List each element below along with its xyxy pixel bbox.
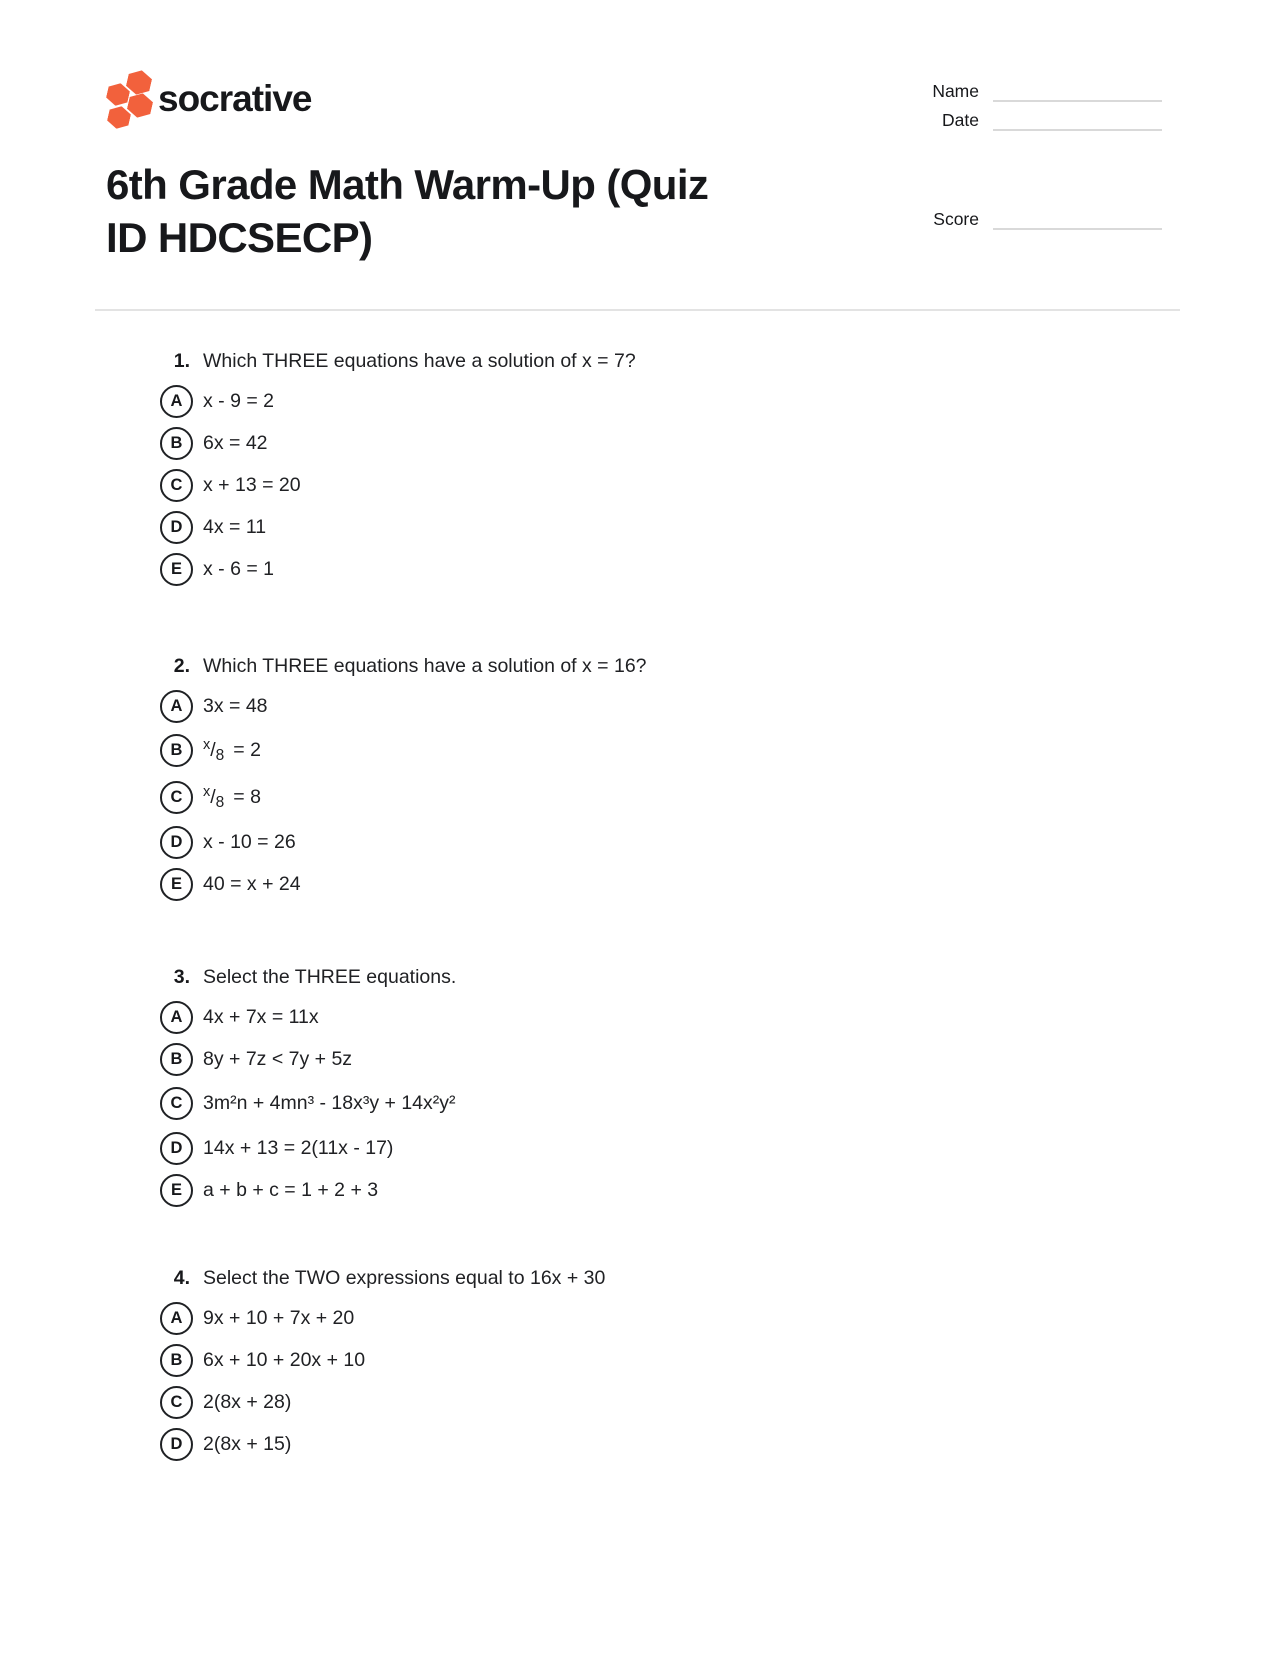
option-letter-badge: C [160, 1386, 193, 1419]
option-letter-badge: C [160, 1087, 193, 1120]
option-letter-badge: A [160, 1001, 193, 1034]
question-number: 2. [173, 655, 190, 677]
option-text: a + b + c = 1 + 2 + 3 [203, 1178, 379, 1201]
name-blank-line [993, 79, 1162, 102]
option-text: 3m²n + 4mn³ - 18x³y + 14x²y² [203, 1092, 456, 1114]
option-text: x - 10 = 26 [203, 830, 296, 853]
option-text: 4x = 11 [203, 515, 267, 538]
option-text: 6x + 10 + 20x + 10 [203, 1348, 366, 1371]
question-header [0, 652, 1275, 680]
option-text: x + 13 = 20 [203, 473, 301, 496]
option-row [0, 1127, 1275, 1169]
logo-wordmark: socrative [158, 78, 312, 119]
option-letter-badge: A [160, 385, 193, 418]
question-header [0, 347, 1275, 375]
option-letter-badge: E [160, 553, 193, 586]
question-header [0, 1264, 1275, 1292]
option-text: 14x + 13 = 2(11x - 17) [203, 1136, 394, 1159]
option-text: 8y + 7z < 7y + 5z [203, 1047, 353, 1070]
option-text: 4x + 7x = 11x [203, 1005, 319, 1028]
option-row [0, 464, 1275, 506]
fraction-slash: / [210, 738, 216, 761]
question-text: Select the TWO expressions equal to 16x + 30 [203, 1267, 606, 1289]
option-text: x - 9 = 2 [203, 389, 274, 412]
header-divider [95, 309, 1180, 311]
page-title-line2: ID HDCSECP) [106, 214, 373, 261]
option-letter-badge: B [160, 734, 193, 767]
score-label: Score [933, 209, 979, 229]
option-letter-badge: D [160, 511, 193, 544]
option-row [0, 548, 1275, 590]
score-blank-line [993, 207, 1162, 230]
question-header [0, 963, 1275, 991]
option-letter-badge: C [160, 781, 193, 814]
score-field [933, 206, 1162, 230]
option-row [0, 1381, 1275, 1423]
option-text: 2(8x + 15) [203, 1432, 292, 1455]
fraction-slash: / [210, 785, 216, 808]
option-row [0, 1423, 1275, 1465]
date-field [942, 107, 1162, 131]
page-title-line1: 6th Grade Math Warm-Up (Quiz [106, 161, 709, 208]
option-letter-badge: D [160, 1132, 193, 1165]
fraction-denominator: 8 [215, 746, 225, 764]
option-text-fraction [203, 737, 261, 765]
question-number: 1. [173, 350, 190, 372]
question-2 [0, 652, 1275, 905]
option-text: 2(8x + 28) [203, 1390, 292, 1413]
option-text: 9x + 10 + 7x + 20 [203, 1306, 355, 1329]
option-text: 6x = 42 [203, 431, 268, 454]
question-4 [0, 1264, 1275, 1465]
question-3 [0, 963, 1275, 1211]
fraction-numerator: x [203, 736, 211, 753]
date-label: Date [942, 110, 979, 130]
fraction-denominator: 8 [215, 793, 225, 811]
option-row [0, 996, 1275, 1038]
option-letter-badge: E [160, 1174, 193, 1207]
option-letter-badge: B [160, 1043, 193, 1076]
question-number: 4. [173, 1267, 190, 1289]
option-row [0, 727, 1275, 774]
option-row [0, 1080, 1275, 1127]
date-blank-line [993, 108, 1162, 131]
fraction-numerator: x [203, 783, 211, 800]
option-row [0, 863, 1275, 905]
name-field [932, 78, 1162, 102]
option-letter-badge: A [160, 1302, 193, 1335]
option-row [0, 821, 1275, 863]
option-text-rest: = 8 [233, 785, 261, 808]
page-title [106, 158, 708, 264]
question-text: Select the THREE equations. [203, 966, 457, 988]
name-label: Name [932, 81, 979, 101]
option-letter-badge: A [160, 690, 193, 723]
option-row [0, 685, 1275, 727]
question-1 [0, 347, 1275, 590]
option-row [0, 1297, 1275, 1339]
option-letter-badge: D [160, 1428, 193, 1461]
option-text: 3x = 48 [203, 694, 268, 717]
socrative-logo [107, 70, 527, 134]
option-row [0, 1339, 1275, 1381]
option-text: 40 = x + 24 [203, 872, 301, 895]
option-letter-badge: C [160, 469, 193, 502]
option-row [0, 1038, 1275, 1080]
option-text-fraction [203, 784, 261, 812]
option-letter-badge: B [160, 1344, 193, 1377]
option-letter-badge: E [160, 868, 193, 901]
option-text-rest: = 2 [233, 738, 261, 761]
option-row [0, 380, 1275, 422]
option-text: x - 6 = 1 [203, 557, 274, 580]
question-text: Which THREE equations have a solution of x = 7? [203, 350, 636, 372]
question-text: Which THREE equations have a solution of x = 16? [203, 655, 647, 677]
question-number: 3. [173, 966, 190, 988]
option-row [0, 506, 1275, 548]
option-letter-badge: D [160, 826, 193, 859]
option-row [0, 422, 1275, 464]
option-row [0, 1169, 1275, 1211]
option-row [0, 774, 1275, 821]
option-letter-badge: B [160, 427, 193, 460]
